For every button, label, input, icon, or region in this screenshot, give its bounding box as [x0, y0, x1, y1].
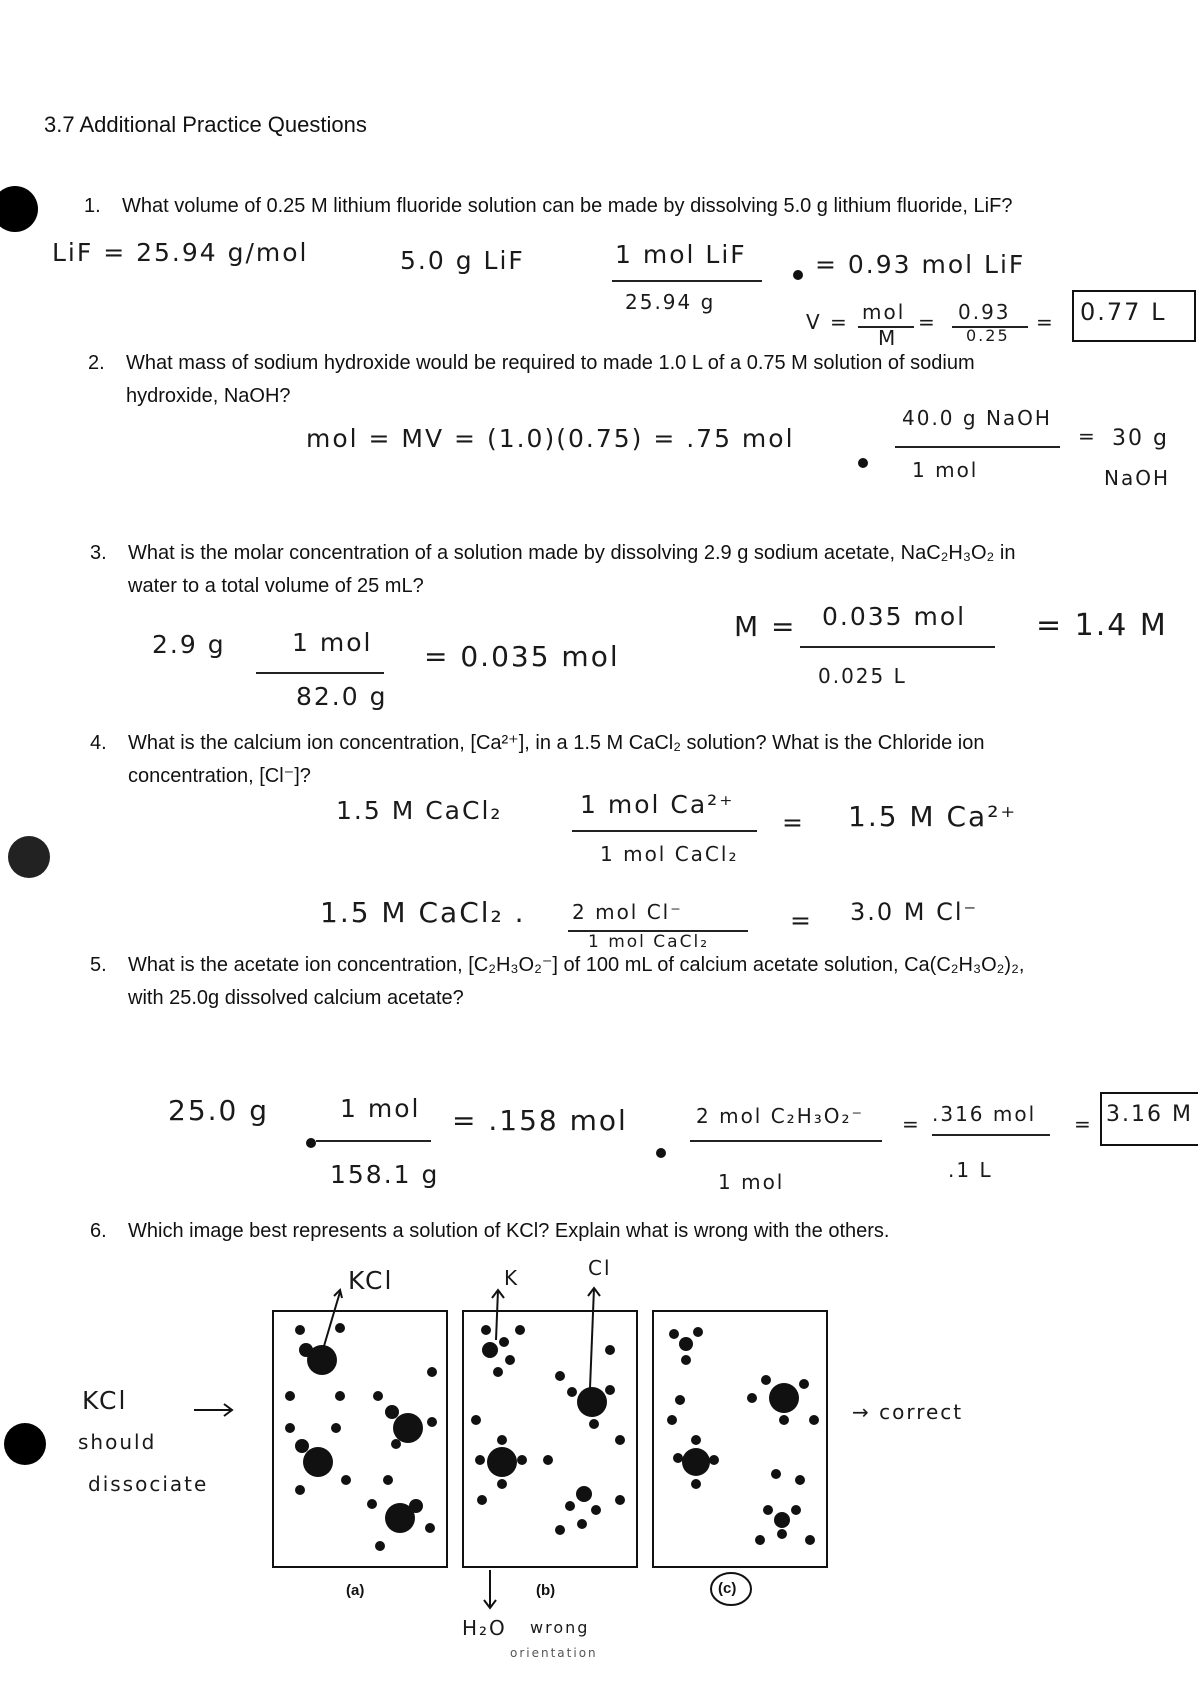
question-text-cont: hydroxide, NaOH?: [126, 385, 291, 407]
hw-r1-given: 1.5 M CaCl₂: [336, 796, 503, 825]
hw-answer: = 1.4 M: [1036, 608, 1168, 643]
hw-answer: 0.77 L: [1080, 298, 1167, 326]
hw-k-label: K: [504, 1266, 520, 1290]
hw-frac-den: 25.94 g: [625, 290, 716, 314]
question-text: What mass of sodium hydroxide would be required to made 1.0 L of a 0.75 M solution of sodium: [126, 352, 975, 374]
question-text-cont: water to a total volume of 25 mL?: [128, 575, 424, 597]
question-number: 2.: [88, 352, 105, 374]
hw-correct-note: → correct: [852, 1400, 964, 1424]
hw-frac-den: 158.1 g: [330, 1160, 440, 1189]
hw-frac3-den: .1 L: [948, 1158, 993, 1182]
figure-label-c: (c): [718, 1580, 737, 1597]
hw-result: = .158 mol: [452, 1104, 628, 1137]
hw-answer: 3.16 M: [1106, 1102, 1193, 1127]
hw-note-line2: should: [78, 1430, 157, 1454]
question-number: 4.: [90, 732, 107, 754]
question-number: 3.: [90, 542, 107, 564]
question-text: What is the calcium ion concentration, [Ca²⁺], in a 1.5 M CaCl₂ solution? What is the Chloride ion: [128, 732, 985, 754]
hw-frac2-den: 1 mol: [718, 1170, 785, 1194]
hw-given: 5.0 g LiF: [400, 246, 525, 275]
question-text: What is the molar concentration of a solution made by dissolving 2.9 g sodium acetate, NaC₂H₃O₂ in: [128, 542, 1016, 564]
question-text: Which image best represents a solution of KCl? Explain what is wrong with the others.: [128, 1220, 890, 1242]
hw-m-den: 0.025 L: [818, 664, 907, 688]
hw-frac3-num: .316 mol: [932, 1102, 1037, 1126]
hw-frac-den: 82.0 g: [296, 682, 388, 711]
page-title: 3.7 Additional Practice Questions: [44, 112, 367, 137]
hw-r2-eq: =: [790, 906, 813, 935]
hw-frac-num: 1 mol LiF: [615, 240, 747, 269]
hw-result: = 0.035 mol: [424, 640, 620, 673]
hw-result: = 0.93 mol LiF: [815, 250, 1026, 279]
hw-wrong: wrong: [530, 1618, 590, 1637]
hw-m-num: 0.035 mol: [822, 602, 967, 631]
hw-h2o: H₂O: [462, 1616, 507, 1640]
hw-v-eq2: =: [1036, 310, 1055, 334]
hw-r1-den: 1 mol CaCl₂: [600, 842, 739, 866]
hw-note-line3: dissociate: [88, 1472, 209, 1496]
question-text-cont: with 25.0g dissolved calcium acetate?: [128, 987, 464, 1009]
hw-frac2-num: 2 mol C₂H₃O₂⁻: [696, 1104, 865, 1128]
hw-frac-num: 40.0 g NaOH: [902, 406, 1052, 430]
hw-m-lhs: M =: [734, 610, 797, 643]
hw-wrong-cont: orientation: [510, 1646, 598, 1660]
question-number: 6.: [90, 1220, 107, 1242]
hw-cl-label: Cl: [588, 1256, 612, 1280]
hw-given: 2.9 g: [152, 630, 226, 659]
question-text: What volume of 0.25 M lithium fluoride solution can be made by dissolving 5.0 g lithium fluoride, LiF?: [122, 195, 1013, 217]
hw-r2-num: 2 mol Cl⁻: [572, 900, 683, 924]
hw-v-num: mol: [862, 300, 906, 324]
hw-answer-top: 30 g: [1112, 426, 1169, 451]
figure-label-a: (a): [346, 1582, 365, 1599]
hw-v-num2: 0.93: [958, 300, 1011, 324]
hw-kcl-label: KCl: [348, 1266, 394, 1295]
hw-v-den: M: [878, 326, 898, 350]
hw-r2-den: 1 mol CaCl₂: [588, 932, 710, 952]
hw-v-den2: 0.25: [966, 326, 1010, 345]
figure-label-b: (b): [536, 1582, 556, 1599]
hw-note-line1: KCl: [82, 1386, 128, 1415]
hw-mol-eq: mol = MV = (1.0)(0.75) = .75 mol: [306, 424, 795, 453]
question-number: 5.: [90, 954, 107, 976]
hw-v-lhs: V =: [806, 310, 849, 334]
hw-molar-mass: LiF = 25.94 g/mol: [52, 238, 309, 267]
hw-r1-eq: =: [782, 808, 805, 837]
question-number: 1.: [84, 195, 101, 217]
question-text-cont: concentration, [Cl⁻]?: [128, 765, 311, 787]
hw-eq: =: [902, 1112, 921, 1136]
question-text: What is the acetate ion concentration, [C₂H₃O₂⁻] of 100 mL of calcium acetate solution, Ca(C₂H₃O₂)₂,: [128, 954, 1025, 976]
hw-eq: =: [1078, 424, 1097, 448]
hw-given: 25.0 g: [168, 1094, 270, 1127]
hw-eq2: =: [1074, 1112, 1093, 1136]
hw-r1-num: 1 mol Ca²⁺: [580, 790, 735, 819]
hw-v-eq: =: [918, 310, 937, 334]
hw-answer-bottom: NaOH: [1104, 466, 1170, 490]
hw-r2-answer: 3.0 M Cl⁻: [850, 898, 979, 926]
hw-frac-num: 1 mol: [340, 1094, 421, 1123]
hw-r2-given: 1.5 M CaCl₂ .: [320, 896, 526, 929]
hw-r1-answer: 1.5 M Ca²⁺: [848, 800, 1018, 833]
hw-frac-den: 1 mol: [912, 458, 979, 482]
hw-frac-num: 1 mol: [292, 628, 373, 657]
